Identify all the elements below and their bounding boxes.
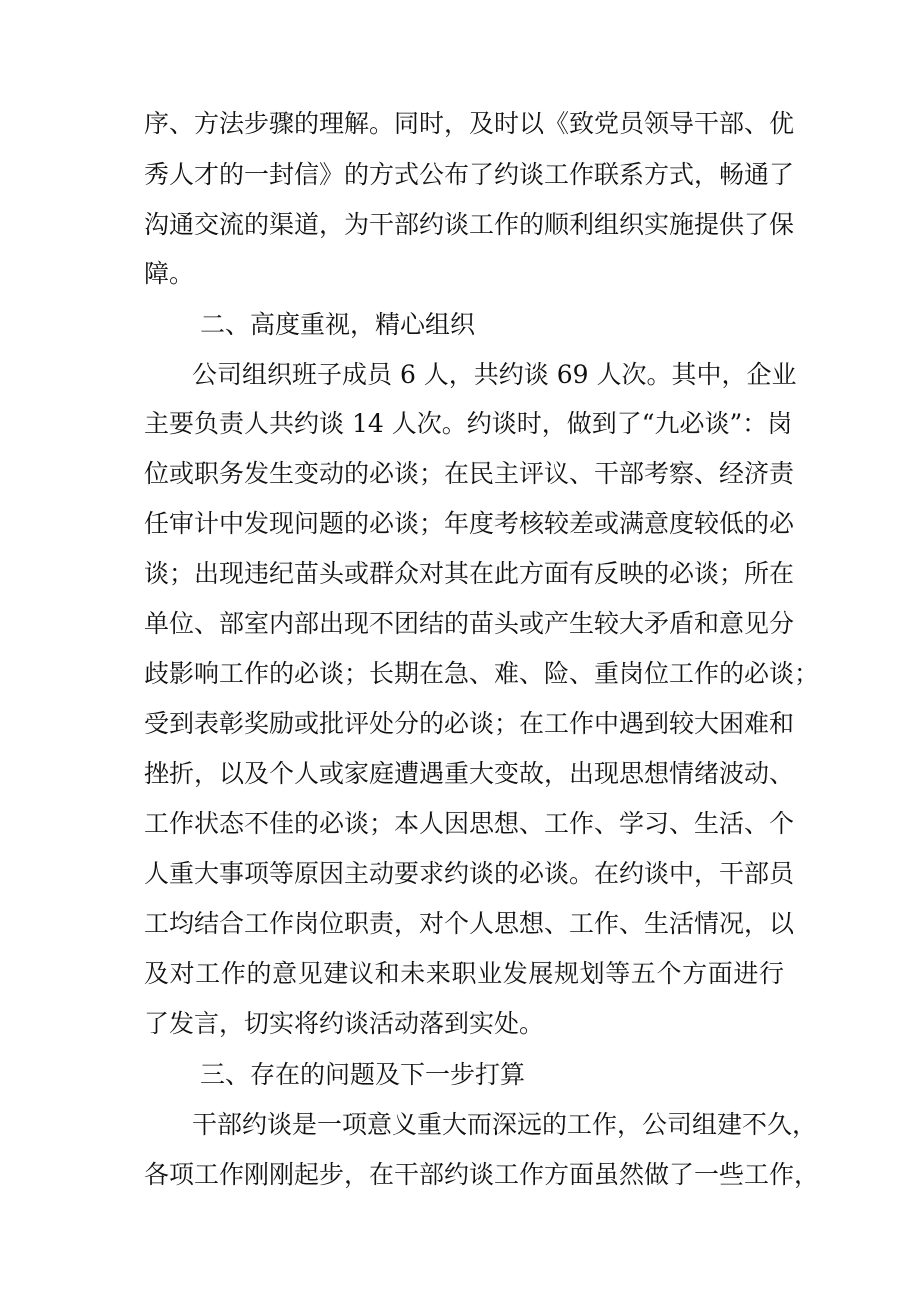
- section-heading-2: 二、高度重视，精心组织: [200, 310, 476, 339]
- body-line: 沟通交流的渠道，为干部约谈工作的顺利组织实施提供了保: [144, 210, 795, 239]
- body-line: 歧影响工作的必谈；长期在急、难、险、重岗位工作的必谈；: [144, 659, 820, 688]
- body-line: 障。: [144, 259, 195, 288]
- body-line: 受到表彰奖励或批评处分的必谈；在工作中遇到较大困难和: [144, 709, 795, 738]
- body-line: 干部约谈是一项意义重大而深远的工作，公司组建不久，: [192, 1110, 818, 1139]
- body-line: 位或职务发生变动的必谈；在民主评议、干部考察、经济责: [144, 459, 795, 488]
- body-line: 秀人才的一封信》的方式公布了约谈工作联系方式，畅通了: [144, 160, 795, 189]
- body-line: 人重大事项等原因主动要求约谈的必谈。在约谈中，干部员: [144, 859, 795, 888]
- body-line: 挫折，以及个人或家庭遭遇重大变故，出现思想情绪波动、: [144, 759, 795, 788]
- body-line: 谈；出现违纪苗头或群众对其在此方面有反映的必谈；所在: [144, 559, 795, 588]
- body-line: 公司组织班子成员 6 人，共约谈 69 人次。其中，企业: [192, 360, 797, 389]
- body-line: 了发言，切实将约谈活动落到实处。: [144, 1009, 545, 1038]
- section-heading-3: 三、存在的问题及下一步打算: [200, 1060, 526, 1089]
- body-line: 各项工作刚刚起步，在干部约谈工作方面虽然做了一些工作，: [144, 1160, 820, 1189]
- body-line: 主要负责人共约谈 14 人次。约谈时，做到了“九必谈”：岗: [144, 409, 793, 438]
- body-line: 工均结合工作岗位职责，对个人思想、工作、生活情况，以: [144, 909, 795, 938]
- body-line: 任审计中发现问题的必谈；年度考核较差或满意度较低的必: [144, 509, 795, 538]
- body-line: 及对工作的意见建议和未来职业发展规划等五个方面进行: [144, 959, 784, 988]
- body-line: 工作状态不佳的必谈；本人因思想、工作、学习、生活、个: [144, 809, 795, 838]
- body-line: 序、方法步骤的理解。同时，及时以《致党员领导干部、优: [144, 109, 795, 138]
- body-line: 单位、部室内部出现不团结的苗头或产生较大矛盾和意见分: [144, 609, 795, 638]
